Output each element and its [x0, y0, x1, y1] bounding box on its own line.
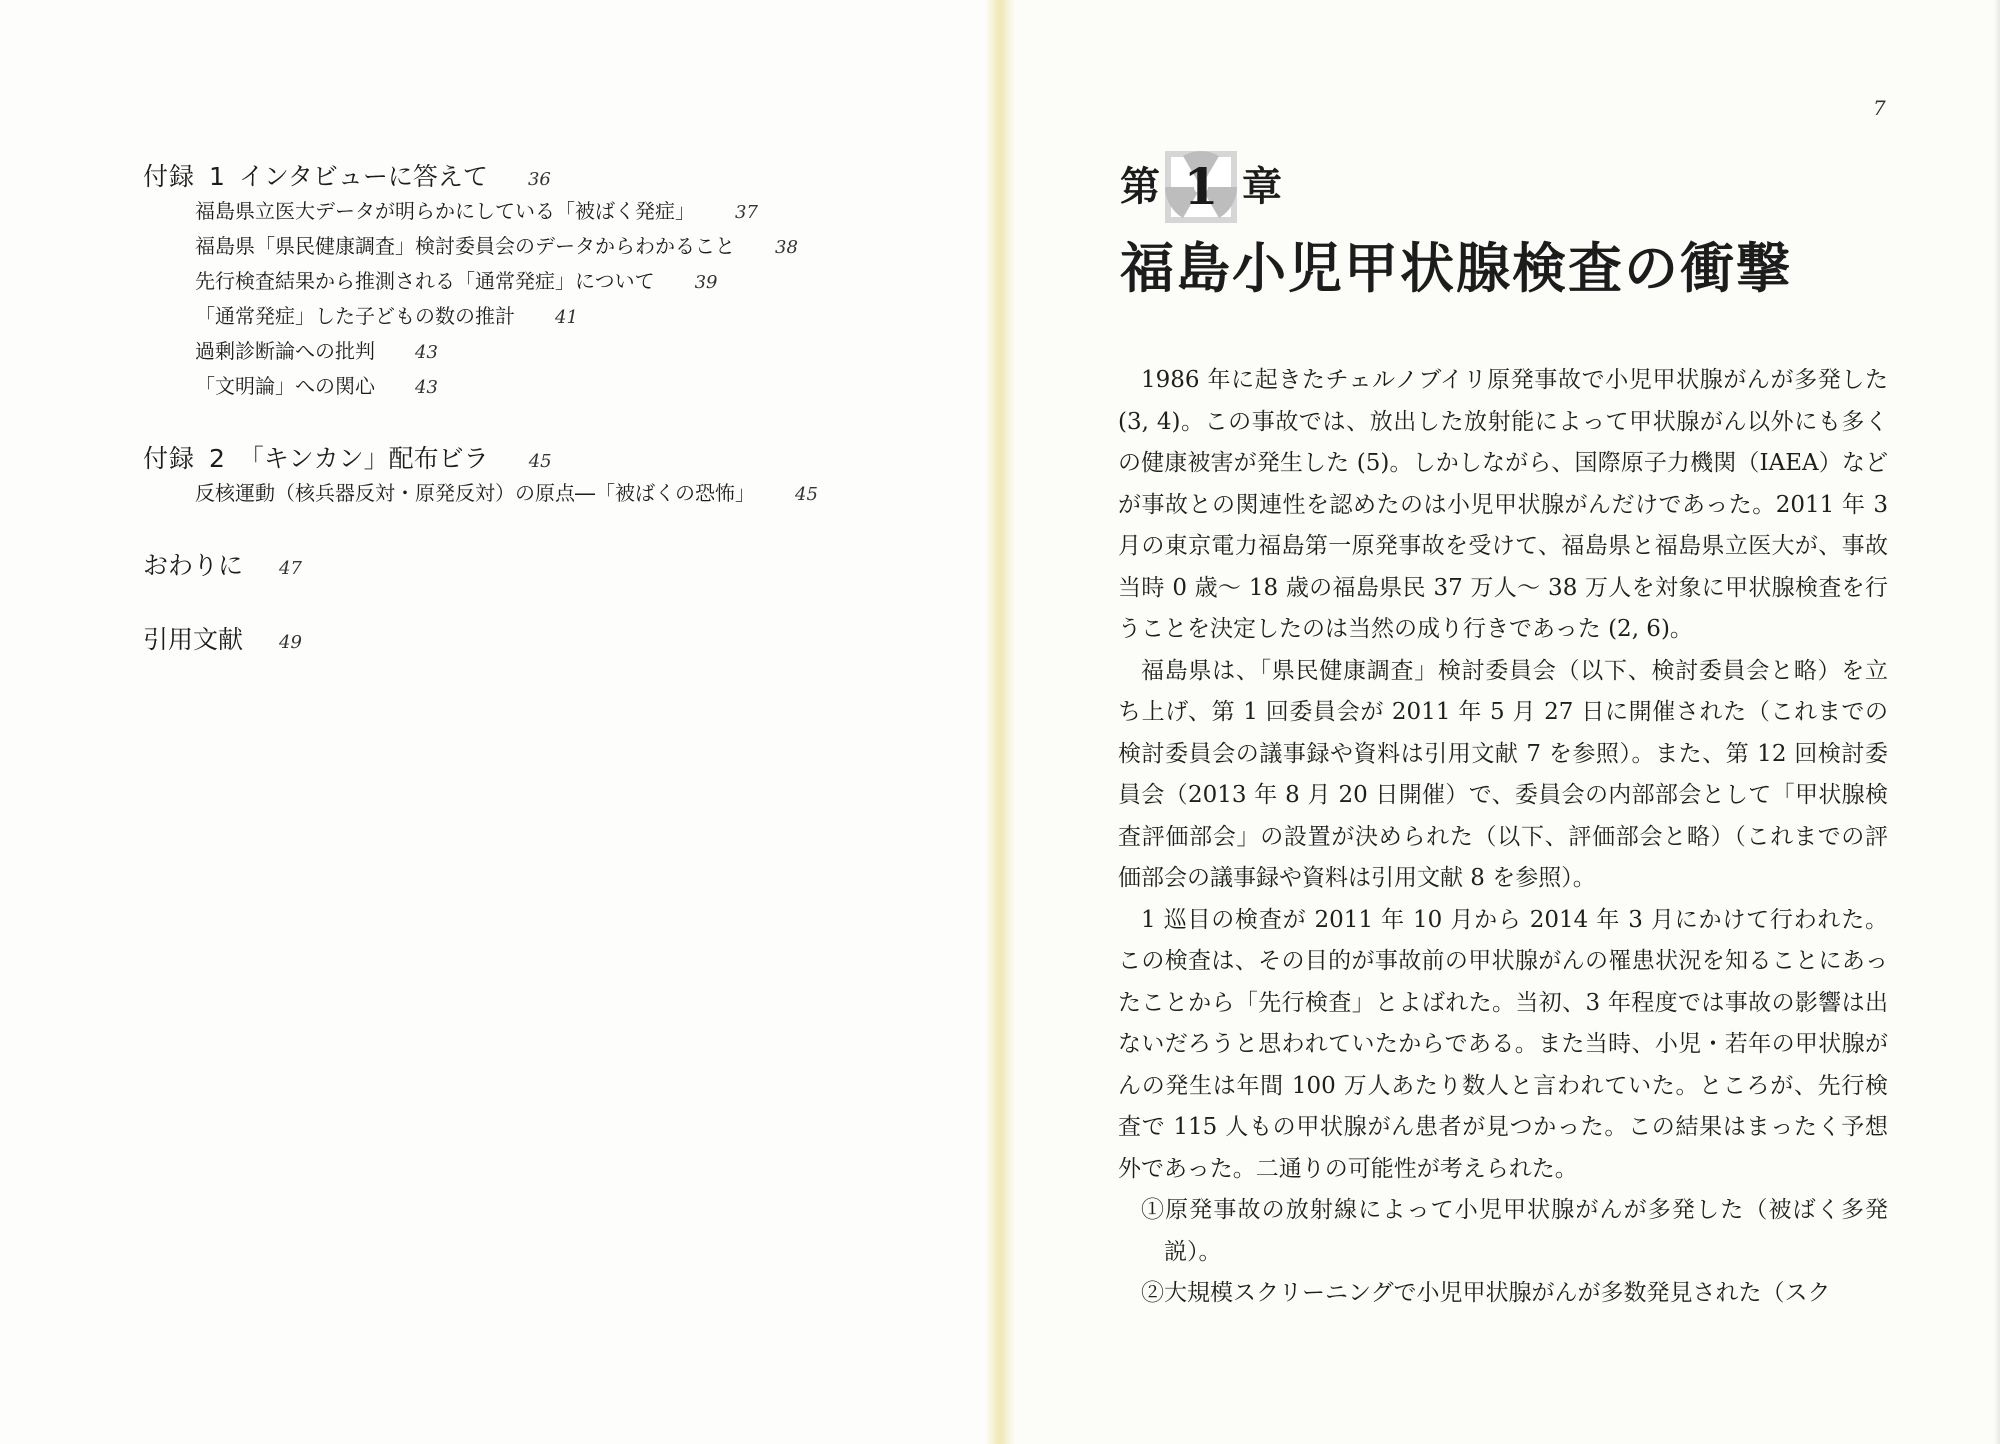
toc-page-number: 49: [279, 632, 302, 653]
chapter-suffix: 章: [1242, 163, 1282, 210]
toc-page-number: 43: [415, 377, 438, 398]
toc-item-title: 福島県「県民健康調査」検討委員会のデータからわかること: [195, 234, 735, 258]
toc-heading-title: 「キンカン」配布ビラ: [238, 444, 489, 473]
toc-heading-title: インタビューに答えて: [238, 162, 488, 191]
toc-page-number: 47: [279, 558, 302, 579]
toc-page-number: 39: [694, 272, 718, 293]
toc-item[interactable]: [143, 229, 943, 264]
toc-heading[interactable]: [143, 160, 943, 194]
toc-item[interactable]: [143, 334, 943, 369]
toc-page-number: 37: [735, 202, 758, 223]
toc-references[interactable]: [143, 623, 943, 657]
toc-heading-title: 引用文献: [143, 625, 244, 654]
toc-closing[interactable]: [143, 549, 943, 583]
toc-heading[interactable]: [143, 442, 943, 476]
chapter-label: [1120, 150, 1282, 224]
body-paragraph: 福島県は、「県民健康調査」検討委員会（以下、検討委員会と略）を立ち上げ、第 1 回委員会が 2011 年 5 月 27 日に開催された（これまでの検討委員会の議事録や資料は引用文献 7 を参照）。また、第 12 回検討委員会（2013 年 8 月 20 日開催）で、委員会の内部部会として「甲状腺検査評価部会」の設置が決められた（以下、評価部会と略）（これまでの評価部会の議事録や資料は引用文献 8 を参照）。: [1118, 657, 1888, 891]
list-item: ②大規模スクリーニングで小児甲状腺がんが多数発見された（スク: [1141, 1280, 1831, 1306]
toc-item-title: 反核運動（核兵器反対・原発反対）の原点―「被ばくの恐怖」: [195, 481, 755, 505]
table-of-contents: [143, 160, 943, 697]
toc-item-title: 「通常発症」した子どもの数の推計: [195, 304, 515, 328]
book-gutter: [985, 0, 1015, 1444]
toc-page-number: 38: [775, 237, 798, 258]
toc-page-number: 36: [527, 169, 551, 190]
toc-appendix-1: [143, 160, 943, 404]
chapter-body: [1118, 360, 1888, 1315]
toc-item[interactable]: [143, 299, 943, 334]
page-edge: [1994, 0, 2000, 1444]
body-paragraph: 1986 年に起きたチェルノブイリ原発事故で小児甲状腺がんが多発した (3, 4)。この事故では、放出した放射能によって甲状腺がん以外にも多くの健康被害が発生した (5)。しかしながら、国際原子力機関（IAEA）などが事故との関連性を認めたのは小児甲状腺がんだけであった。2011 年 3 月の東京電力福島第一原発事故を受けて、福島県と福島県立医大が、事故当時 0 歳～ 18 歳の福島県民 37 万人～ 38 万人を対象に甲状腺検査を行うことを決定したのは当然の成り行きであった (2, 6)。: [1118, 367, 1888, 642]
list-item: ①原発事故の放射線によって小児甲状腺がんが多発した（被ばく多発説）。: [1141, 1197, 1888, 1265]
chapter-title: 福島小児甲状腺検査の衝撃: [1120, 236, 1792, 300]
toc-appendix-label: 付録: [143, 162, 196, 191]
body-paragraph: 1 巡目の検査が 2011 年 10 月から 2014 年 3 月にかけて行われた。この検査は、その目的が事故前の甲状腺がんの罹患状況を知ることにあったことから「先行検査」とよばれた。当初、3 年程度では事故の影響は出ないだろうと思われていたからである。また当時、小児・若年の甲状腺がんの発生は年間 100 万人あたり数人と言われていた。ところが、先行検査で 115 人もの甲状腺がん患者が見つかった。この結果はまったく予想外であった。二通りの可能性が考えられた。: [1118, 906, 1888, 1182]
chapter-number: 1: [1183, 157, 1219, 216]
toc-item-title: 先行検査結果から推測される「通常発症」について: [195, 269, 655, 293]
toc-page-number: 43: [415, 342, 438, 363]
chapter-number-badge: [1164, 150, 1238, 224]
chapter-prefix: 第: [1120, 163, 1160, 210]
toc-appendix-number: 2: [209, 444, 225, 473]
toc-page-number: 45: [795, 484, 818, 505]
toc-item[interactable]: [143, 476, 943, 511]
toc-appendix-2: [143, 442, 943, 511]
page-number: 7: [1873, 96, 1886, 120]
toc-item-title: 福島県立医大データが明らかにしている「被ばく発症」: [195, 199, 695, 223]
toc-item[interactable]: [143, 194, 943, 229]
toc-heading-title: おわりに: [143, 551, 244, 580]
toc-page-number: 41: [555, 307, 578, 328]
toc-appendix-number: 1: [209, 162, 225, 191]
toc-item[interactable]: [143, 369, 943, 404]
toc-item[interactable]: [143, 264, 943, 299]
toc-item-title: 過剰診断論への批判: [195, 339, 375, 363]
toc-appendix-label: 付録: [143, 444, 196, 473]
toc-page-number: 45: [528, 451, 552, 472]
toc-item-title: 「文明論」への関心: [195, 374, 375, 398]
